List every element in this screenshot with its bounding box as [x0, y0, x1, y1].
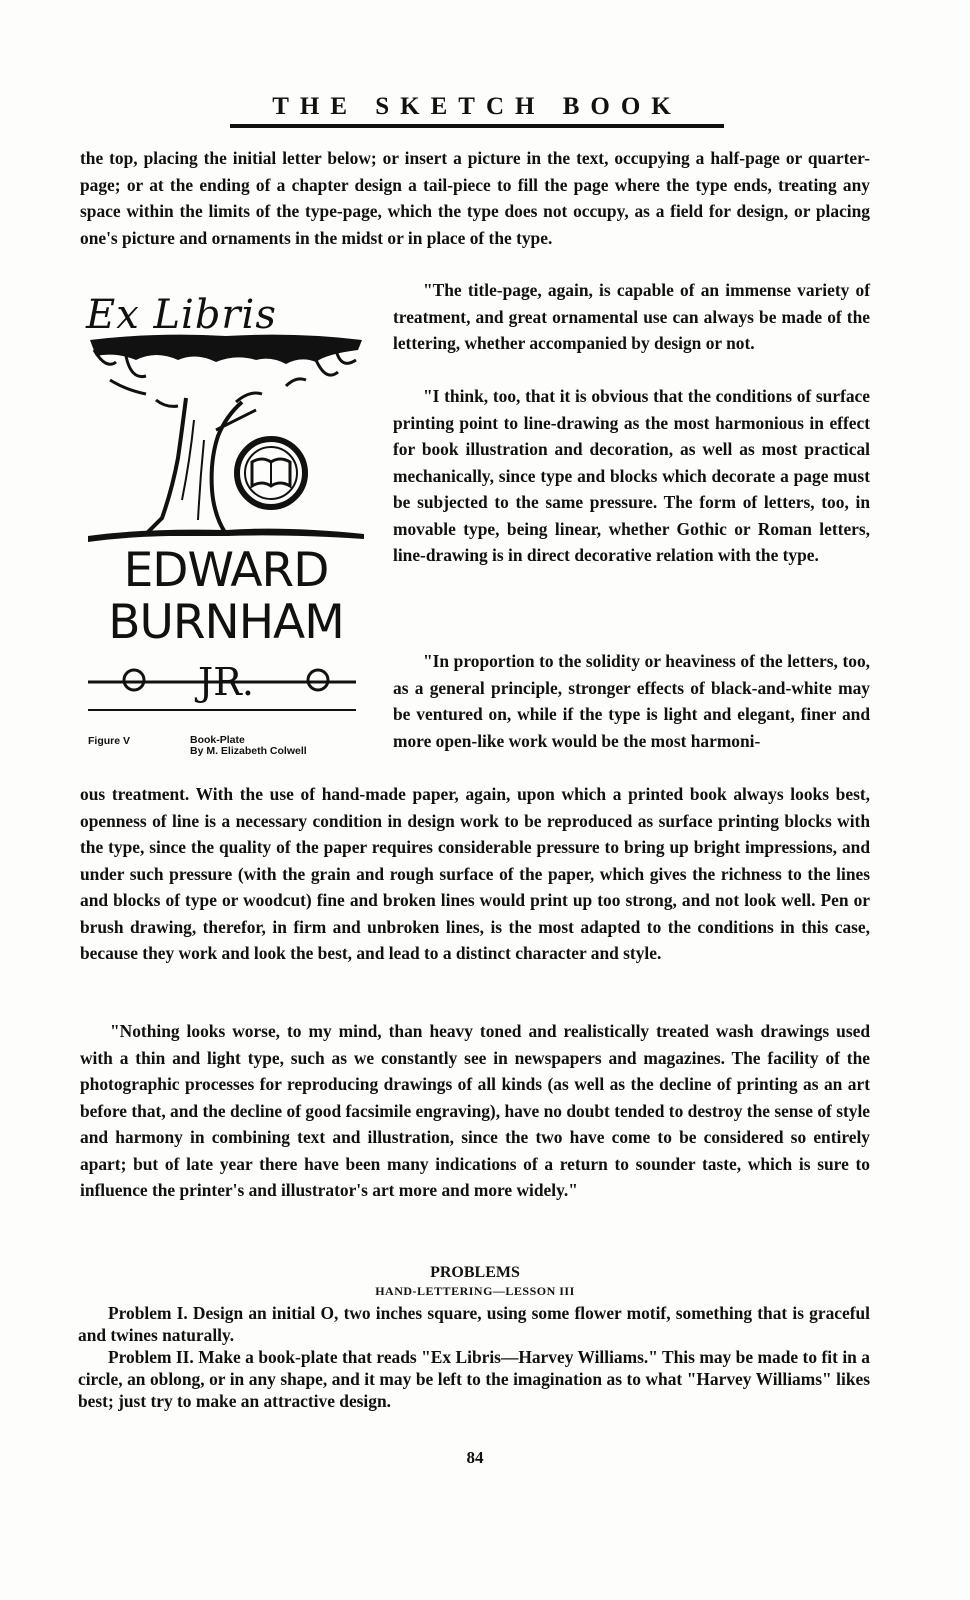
- bookplate-figure: [86, 290, 366, 720]
- bookplate-name-line2: BURNHAM: [108, 595, 344, 650]
- figure-caption-line2: By M. Elizabeth Colwell: [190, 745, 307, 757]
- bookplate-tree-illustration: [86, 290, 366, 720]
- bookplate-ex-libris: Ex Libris: [86, 292, 277, 338]
- problem-one: Problem I. Design an initial O, two inches square, using some flower motif, something that is graceful and twines naturally.: [78, 1303, 870, 1345]
- paragraph-proportion-continued: ous treatment. With the use of hand-made paper, again, upon which a printed book always looks best, openness of line is a necessary condition in design work to be reproduced as surface printing blocks with the type, since the quality of the paper requires considerable pressure to bring up bright impressions, and under such pressure (with the grain and rough surface of the paper, which gives the richness to the lines and blocks of type or woodcut) fine and broken lines would print up too strong, and not look well. Pen or brush drawing, therefor, in firm and unbroken lines, is the most adapted to the conditions in this case, because they work and look the best, and lead to a distinct character and style.: [80, 784, 870, 963]
- page-number: 84: [466, 1448, 484, 1467]
- bookplate-name-line1: EDWARD: [123, 543, 329, 598]
- figure-caption-line1: Book-Plate: [190, 734, 245, 746]
- paragraph-continuation: the top, placing the initial letter below; or insert a picture in the text, occupying a half-page or quarter-page; or at the ending of a chapter design a tail-piece to fill the page where the type ends, treating any space within the limits of the type-page, which the type does not occupy, as a field for design, or placing one's picture and ornaments in the midst or in place of the type.: [80, 148, 870, 248]
- paragraph-surface-printing: "I think, too, that it is obvious that the conditions of surface printing point to line-drawing as the most harmonious in effect for book illustration and decoration, as well as most practical mechanically, since type and blocks which decorate a page must be subjected to the same pressure. The form of letters, too, in movable type, being linear, whether Gothic or Roman letters, line-drawing is in direct decorative relation with the type.: [393, 386, 870, 565]
- figure-label: Figure V: [88, 735, 131, 747]
- paragraph-nothing-looks-worse: "Nothing looks worse, to my mind, than heavy toned and realistically treated wash drawings used with a thin and light type, such as we constantly see in newspapers and magazines. The facility of the photographic processes for reproducing drawings of all kinds (as well as the decline of printing as an art before that, and the decline of good facsimile engraving), have no doubt tended to destroy the sense of style and harmony in combining text and illustration, since the two have come to be considered so entirely apart; but of late year there have been many indications of a return to sounder taste, which is sure to influence the printer's and illustrator's art more and more widely.": [80, 1021, 870, 1200]
- paragraph-title-page: "The title-page, again, is capable of an immense variety of treatment, and great ornamental use can always be made of the lettering, whether accompanied by design or not.: [393, 280, 870, 353]
- problem-two: Problem II. Make a book-plate that reads "Ex Libris—Harvey Williams." This may be made to fit in a circle, an oblong, or in any shape, and it may be left to the imagination as to what "Harvey Williams" likes best; just try to make an attractive design.: [78, 1347, 870, 1411]
- paragraph-proportion: "In proportion to the solidity or heaviness of the letters, too, as a general principle, stronger effects of black-and-white may be ventured on, while if the type is light and elegant, finer and more open-like work would be the most harmoni-: [393, 651, 870, 751]
- bookplate-suffix: JR.: [198, 660, 254, 704]
- problems-heading: PROBLEMS: [430, 1264, 520, 1281]
- problems-subheading: HAND-LETTERING—LESSON III: [375, 1284, 575, 1298]
- running-head: THE SKETCH BOOK: [272, 93, 682, 120]
- header-rule: [230, 124, 724, 128]
- figure-caption: [190, 735, 307, 757]
